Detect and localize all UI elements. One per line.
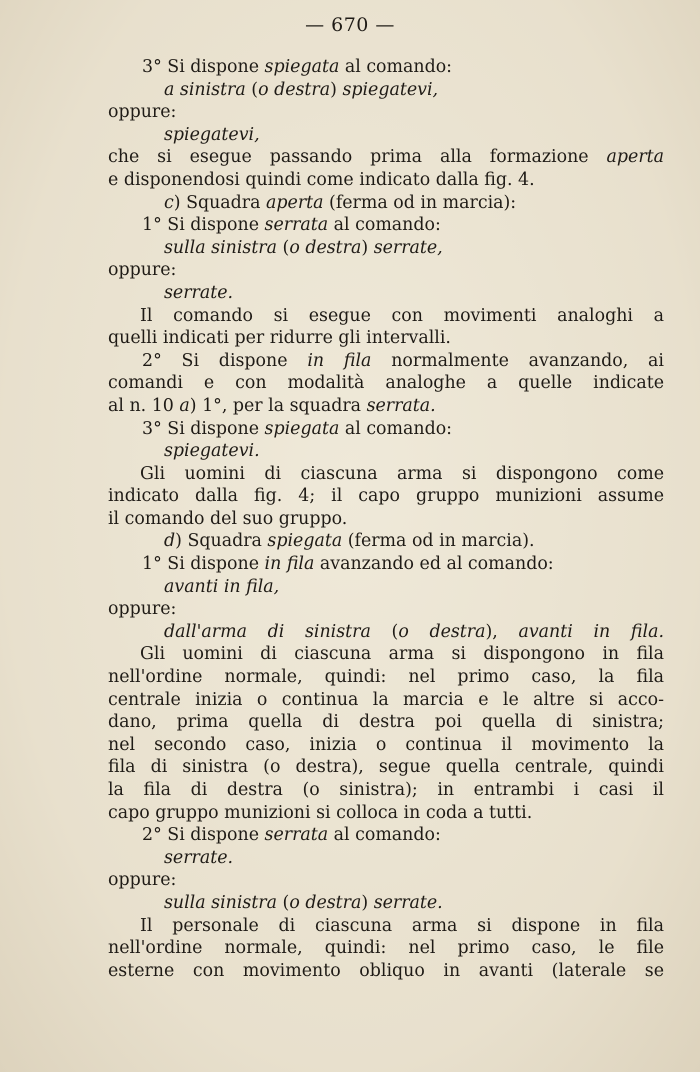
italic-run: aperta bbox=[606, 147, 664, 168]
italic-run: a sinistra bbox=[164, 79, 246, 100]
italic-run: a bbox=[179, 395, 190, 416]
page-number: — 670 — bbox=[305, 14, 395, 36]
text-line bbox=[108, 711, 664, 734]
text-run: Gli uomini di ciascuna arma si dispongono come bbox=[140, 463, 664, 484]
body-text bbox=[108, 56, 664, 982]
italic-run: serrate. bbox=[164, 282, 234, 303]
text-run: al comando: bbox=[339, 57, 453, 77]
command-line bbox=[108, 847, 664, 870]
text-line bbox=[108, 418, 664, 441]
italic-run: spiegatevi. bbox=[164, 441, 260, 462]
text-run: al n. 10 bbox=[108, 395, 180, 416]
italic-run: sulla sinistra bbox=[164, 892, 277, 913]
text-line bbox=[108, 915, 664, 938]
text-line bbox=[108, 779, 664, 802]
italic-run: spiegatevi, bbox=[342, 79, 439, 100]
text-run: Gli uomini di ciascuna arma si dispongono in fila bbox=[140, 644, 664, 665]
text-run: fila di sinistra (o destra), segue quella centrale, quindi bbox=[108, 757, 664, 778]
italic-run: spiegata bbox=[264, 57, 340, 77]
text-run: la fila di destra (o sinistra); in entrambi i casi il bbox=[108, 780, 664, 800]
text-line bbox=[108, 350, 664, 373]
section-heading bbox=[108, 530, 664, 553]
text-run: nell'ordine normale, quindi: nel primo caso, le file bbox=[108, 938, 664, 959]
text-run: al comando: bbox=[328, 215, 441, 236]
italic-run: sulla sinistra bbox=[164, 237, 277, 258]
command-line bbox=[108, 124, 664, 147]
text-run: ) 1°, per la squadra bbox=[189, 395, 367, 416]
text-line bbox=[108, 485, 664, 508]
text-run: Il comando si esegue con movimenti analoghi a bbox=[140, 305, 664, 326]
text-line bbox=[108, 643, 664, 666]
text-line bbox=[108, 372, 664, 395]
italic-run: c bbox=[164, 192, 174, 213]
text-run: oppure: bbox=[108, 260, 177, 281]
text-run: normalmente avanzando, ai bbox=[371, 350, 664, 371]
text-run: 2° Si dispone bbox=[142, 825, 265, 846]
italic-run: spiegata bbox=[264, 418, 340, 439]
text-run: capo gruppo munizioni si colloca in coda a tutti. bbox=[108, 802, 533, 823]
text-line bbox=[108, 305, 664, 328]
text-line bbox=[108, 756, 664, 779]
text-line bbox=[108, 937, 664, 960]
text-run: 2° Si dispone bbox=[142, 350, 308, 371]
text-run: ( bbox=[370, 621, 399, 642]
text-line bbox=[108, 146, 664, 169]
text-run: esterne con movimento obliquo in avanti (laterale se bbox=[108, 960, 664, 981]
text-run: (ferma od in marcia). bbox=[342, 531, 535, 552]
text-run: e disponendosi quindi come indicato dalla fig. 4. bbox=[108, 169, 535, 190]
text-run: comandi e con modalità analoghe a quelle indicate bbox=[108, 373, 664, 394]
italic-run: o destra bbox=[258, 79, 331, 100]
text-run: 1° Si dispone bbox=[142, 554, 265, 575]
text-run: Il personale di ciascuna arma si dispone in fila bbox=[140, 915, 664, 936]
text-line bbox=[108, 395, 664, 418]
italic-run: o destra bbox=[289, 237, 362, 258]
text-line bbox=[108, 824, 664, 847]
text-run: dano, prima quella di destra poi quella di sinistra; bbox=[108, 712, 664, 733]
text-line bbox=[108, 463, 664, 486]
text-line bbox=[108, 553, 664, 576]
text-line bbox=[108, 214, 664, 237]
text-run: 1° Si dispone bbox=[142, 215, 265, 236]
italic-run: in fila bbox=[264, 554, 315, 575]
text-line bbox=[108, 869, 664, 892]
text-run: nel secondo caso, inizia o continua il movimento la bbox=[108, 734, 664, 755]
text-run: ) Squadra bbox=[173, 192, 267, 213]
text-line bbox=[108, 169, 664, 192]
italic-run: in fila bbox=[307, 350, 372, 371]
text-run: (ferma od in marcia): bbox=[323, 192, 517, 213]
text-line bbox=[108, 101, 664, 124]
text-line bbox=[108, 734, 664, 757]
text-run: quelli indicati per ridurre gli intervalli. bbox=[108, 328, 451, 349]
text-run: avanzando ed al comando: bbox=[314, 554, 554, 575]
section-heading bbox=[108, 192, 664, 215]
text-run: ) bbox=[361, 237, 374, 258]
text-line bbox=[108, 689, 664, 712]
text-line bbox=[108, 598, 664, 621]
italic-run: serrate, bbox=[373, 237, 443, 258]
italic-run: o destra bbox=[289, 892, 362, 913]
command-line bbox=[108, 576, 664, 599]
text-run: al comando: bbox=[339, 418, 453, 439]
text-line bbox=[108, 666, 664, 689]
text-line bbox=[108, 56, 664, 79]
italic-run: d bbox=[164, 531, 176, 552]
text-run: il comando del suo gruppo. bbox=[108, 508, 348, 529]
text-run: ) bbox=[330, 79, 343, 100]
text-run: oppure: bbox=[108, 102, 177, 123]
text-run: ( bbox=[277, 892, 290, 913]
command-line bbox=[108, 440, 664, 463]
text-run: indicato dalla fig. 4; il capo gruppo munizioni assume bbox=[108, 486, 664, 507]
italic-run: serrate. bbox=[373, 892, 443, 913]
text-run: centrale inizia o continua la marcia e le altre si acco- bbox=[108, 689, 664, 710]
text-line bbox=[108, 259, 664, 282]
text-run: ), bbox=[485, 621, 519, 642]
italic-run: o destra bbox=[398, 621, 486, 642]
text-run: che si esegue passando prima alla formazione bbox=[108, 147, 607, 168]
italic-run: spiegata bbox=[267, 531, 343, 552]
text-run: 3° Si dispone bbox=[142, 418, 265, 439]
italic-run: serrata bbox=[264, 215, 329, 236]
text-run: ( bbox=[245, 79, 259, 100]
italic-run: dall'arma di sinistra bbox=[164, 621, 371, 642]
text-run: oppure: bbox=[108, 599, 177, 620]
text-run: al comando: bbox=[328, 825, 441, 846]
command-line bbox=[108, 621, 664, 644]
command-line bbox=[108, 79, 664, 102]
text-line bbox=[108, 960, 664, 983]
italic-run: avanti in fila. bbox=[518, 621, 664, 642]
italic-run: avanti in fila, bbox=[164, 576, 280, 597]
italic-run: serrate. bbox=[164, 847, 234, 868]
italic-run: serrata. bbox=[366, 395, 436, 416]
text-run: oppure: bbox=[108, 870, 177, 891]
text-run: ) bbox=[361, 892, 374, 913]
italic-run: spiegatevi, bbox=[164, 124, 260, 145]
text-run: ) Squadra bbox=[175, 531, 268, 552]
text-run: ( bbox=[277, 237, 290, 258]
italic-run: aperta bbox=[266, 192, 324, 213]
italic-run: serrata bbox=[264, 825, 329, 846]
text-line bbox=[108, 508, 664, 531]
text-line bbox=[108, 327, 664, 350]
command-line bbox=[108, 237, 664, 260]
text-run: 3° Si dispone bbox=[142, 57, 265, 77]
command-line bbox=[108, 282, 664, 305]
command-line bbox=[108, 892, 664, 915]
text-run: nell'ordine normale, quindi: nel primo caso, la fila bbox=[108, 667, 664, 688]
text-line bbox=[108, 802, 664, 825]
